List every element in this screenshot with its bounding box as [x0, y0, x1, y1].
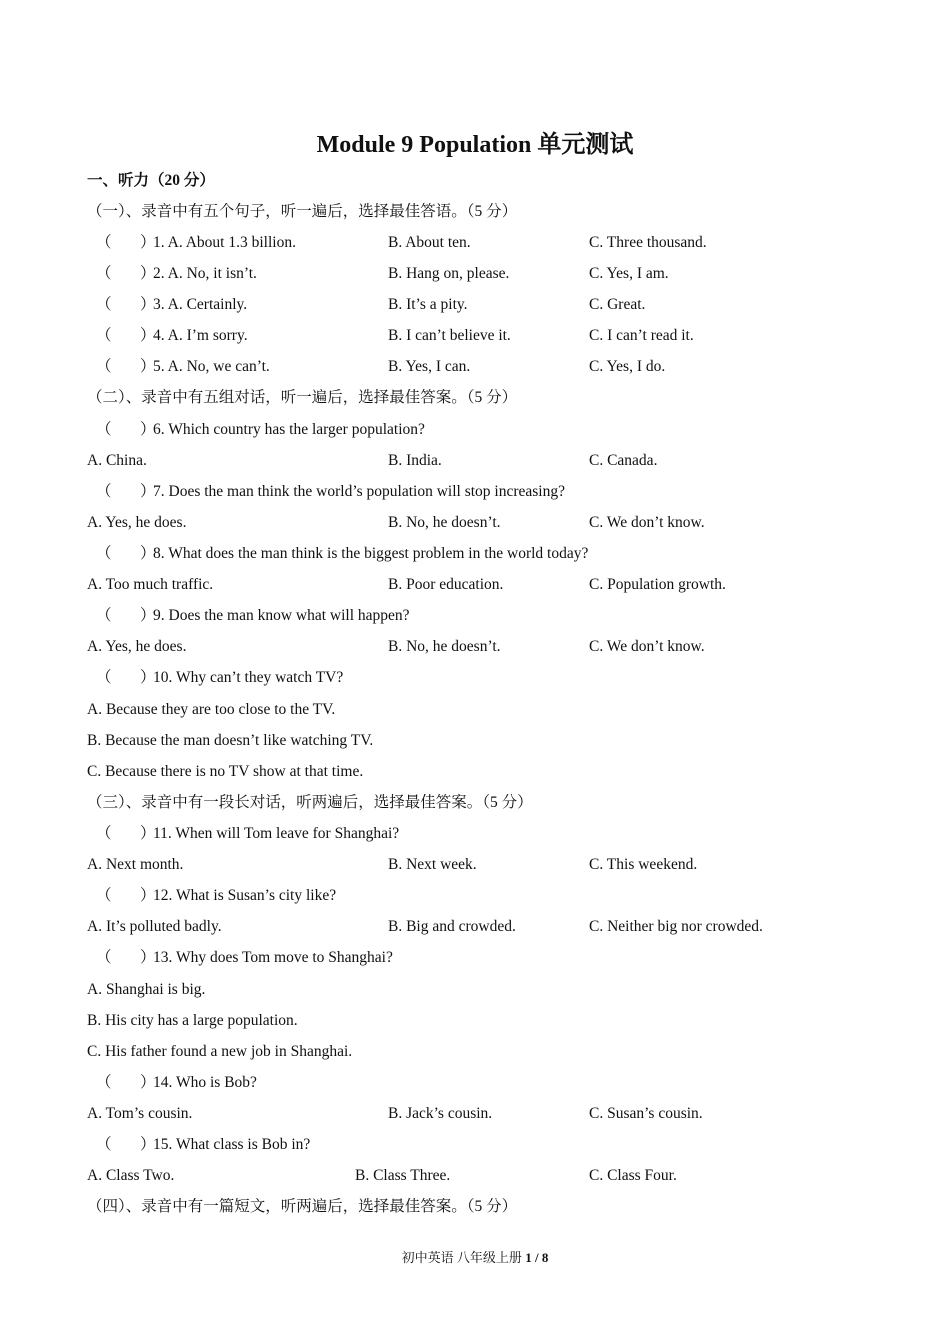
- paren-open: （: [96, 545, 112, 562]
- paren-open: （: [96, 296, 112, 313]
- question-9-option-c: C. We don’t know.: [589, 638, 705, 655]
- question-11-stem: 11. When will Tom leave for Shanghai?: [153, 825, 400, 842]
- paren-close: ）: [140, 949, 156, 966]
- part-heading-3: （三）、录音中有一段长对话，听两遍后，选择最佳答案。（5 分）: [87, 794, 533, 811]
- paren-close: ）: [140, 1074, 156, 1091]
- paren-close: ）: [140, 1136, 156, 1153]
- paren-open: （: [96, 825, 112, 842]
- answer-blank-q2[interactable]: [96, 264, 156, 284]
- paren-close: ）: [140, 607, 156, 624]
- question-6-option-a: A. China.: [87, 452, 147, 469]
- question-1-stem: 1. A. About 1.3 billion.: [153, 234, 296, 251]
- question-15-option-b: B. Class Three.: [355, 1167, 451, 1184]
- footer-separator: /: [534, 1250, 539, 1265]
- question-9-stem: 9. Does the man know what will happen?: [153, 607, 410, 624]
- question-6-option-b: B. India.: [388, 452, 442, 469]
- question-11-option-b: B. Next week.: [388, 856, 477, 873]
- question-9-option-a: A. Yes, he does.: [87, 638, 187, 655]
- paren-close: ）: [140, 421, 156, 438]
- question-1-option-c: C. Three thousand.: [589, 234, 707, 251]
- question-12-option-c: C. Neither big nor crowded.: [589, 918, 763, 935]
- section-heading-listening: 一、听力（20 分）: [87, 172, 215, 189]
- paren-close: ）: [140, 887, 156, 904]
- question-3-option-c: C. Great.: [589, 296, 646, 313]
- paren-close: ）: [140, 358, 156, 375]
- question-3-stem: 3. A. Certainly.: [153, 296, 248, 313]
- question-5-stem: 5. A. No, we can’t.: [153, 358, 270, 375]
- question-11-option-c: C. This weekend.: [589, 856, 698, 873]
- answer-blank-q3[interactable]: [96, 295, 156, 315]
- answer-blank-q4[interactable]: [96, 326, 156, 346]
- question-2-option-c: C. Yes, I am.: [589, 265, 669, 282]
- footer-page-total: 8: [541, 1250, 549, 1265]
- question-14-option-c: C. Susan’s cousin.: [589, 1105, 703, 1122]
- part-heading-1: （一）、录音中有五个句子，听一遍后，选择最佳答语。（5 分）: [87, 203, 518, 220]
- part-heading-4: （四）、录音中有一篇短文，听两遍后，选择最佳答案。（5 分）: [87, 1198, 518, 1215]
- answer-blank-q5[interactable]: [96, 357, 156, 377]
- answer-blank-q12[interactable]: [96, 886, 156, 906]
- paren-close: ）: [140, 327, 156, 344]
- question-6-option-c: C. Canada.: [589, 452, 658, 469]
- question-15-option-c: C. Class Four.: [589, 1167, 677, 1184]
- paren-open: （: [96, 265, 112, 282]
- paren-close: ）: [140, 545, 156, 562]
- answer-blank-q8[interactable]: [96, 544, 156, 564]
- question-12-option-b: B. Big and crowded.: [388, 918, 516, 935]
- question-14-option-b: B. Jack’s cousin.: [388, 1105, 493, 1122]
- paren-close: ）: [140, 234, 156, 251]
- question-15-option-a: A. Class Two.: [87, 1167, 175, 1184]
- answer-blank-q1[interactable]: [96, 233, 156, 253]
- question-10-option-c: C. Because there is no TV show at that time.: [87, 763, 364, 780]
- part-heading-2: （二）、录音中有五组对话，听一遍后，选择最佳答案。（5 分）: [87, 389, 518, 406]
- question-6-stem: 6. Which country has the larger population?: [153, 421, 425, 438]
- question-15-stem: 15. What class is Bob in?: [153, 1136, 311, 1153]
- paren-close: ）: [140, 669, 156, 686]
- paren-open: （: [96, 234, 112, 251]
- question-9-option-b: B. No, he doesn’t.: [388, 638, 501, 655]
- question-3-option-b: B. It’s a pity.: [388, 296, 468, 313]
- paren-open: （: [96, 1136, 112, 1153]
- page-title: Module 9 Population 单元测试: [316, 132, 634, 158]
- paren-close: ）: [140, 483, 156, 500]
- question-2-stem: 2. A. No, it isn’t.: [153, 265, 257, 282]
- question-7-option-b: B. No, he doesn’t.: [388, 514, 501, 531]
- question-12-stem: 12. What is Susan’s city like?: [153, 887, 337, 904]
- answer-blank-q15[interactable]: [96, 1135, 156, 1155]
- paren-close: ）: [140, 265, 156, 282]
- question-4-stem: 4. A. I’m sorry.: [153, 327, 248, 344]
- question-13-stem: 13. Why does Tom move to Shanghai?: [153, 949, 393, 966]
- paren-open: （: [96, 887, 112, 904]
- question-8-option-c: C. Population growth.: [589, 576, 726, 593]
- question-8-stem: 8. What does the man think is the biggest problem in the world today?: [153, 545, 589, 562]
- page-footer: [0, 1247, 950, 1266]
- question-5-option-c: C. Yes, I do.: [589, 358, 666, 375]
- answer-blank-q13[interactable]: [96, 948, 156, 968]
- question-4-option-c: C. I can’t read it.: [589, 327, 694, 344]
- question-7-option-c: C. We don’t know.: [589, 514, 705, 531]
- question-11-option-a: A. Next month.: [87, 856, 184, 873]
- question-7-option-a: A. Yes, he does.: [87, 514, 187, 531]
- footer-label: 初中英语 八年级上册: [401, 1250, 522, 1265]
- answer-blank-q9[interactable]: [96, 606, 156, 626]
- answer-blank-q10[interactable]: [96, 668, 156, 688]
- question-4-option-b: B. I can’t believe it.: [388, 327, 511, 344]
- answer-blank-q11[interactable]: [96, 824, 156, 844]
- paren-open: （: [96, 327, 112, 344]
- question-8-option-b: B. Poor education.: [388, 576, 504, 593]
- question-10-option-a: A. Because they are too close to the TV.: [87, 701, 336, 718]
- paren-open: （: [96, 669, 112, 686]
- paren-open: （: [96, 1074, 112, 1091]
- paren-close: ）: [140, 296, 156, 313]
- question-8-option-a: A. Too much traffic.: [87, 576, 214, 593]
- question-2-option-b: B. Hang on, please.: [388, 265, 510, 282]
- paren-open: （: [96, 358, 112, 375]
- footer-page-number: 1: [525, 1250, 532, 1265]
- question-12-option-a: A. It’s polluted badly.: [87, 918, 222, 935]
- paren-open: （: [96, 607, 112, 624]
- question-1-option-b: B. About ten.: [388, 234, 471, 251]
- question-13-option-b: B. His city has a large population.: [87, 1012, 298, 1029]
- question-13-option-a: A. Shanghai is big.: [87, 981, 206, 998]
- paren-open: （: [96, 421, 112, 438]
- question-10-stem: 10. Why can’t they watch TV?: [153, 669, 344, 686]
- question-13-option-c: C. His father found a new job in Shanghai.: [87, 1043, 353, 1060]
- answer-blank-q6[interactable]: [96, 420, 156, 440]
- question-14-option-a: A. Tom’s cousin.: [87, 1105, 193, 1122]
- answer-blank-q14[interactable]: [96, 1073, 156, 1093]
- answer-blank-q7[interactable]: [96, 482, 156, 502]
- question-14-stem: 14. Who is Bob?: [153, 1074, 257, 1091]
- paren-close: ）: [140, 825, 156, 842]
- paren-open: （: [96, 483, 112, 500]
- question-10-option-b: B. Because the man doesn’t like watching TV.: [87, 732, 374, 749]
- question-7-stem: 7. Does the man think the world’s population will stop increasing?: [153, 483, 565, 500]
- paren-open: （: [96, 949, 112, 966]
- question-5-option-b: B. Yes, I can.: [388, 358, 471, 375]
